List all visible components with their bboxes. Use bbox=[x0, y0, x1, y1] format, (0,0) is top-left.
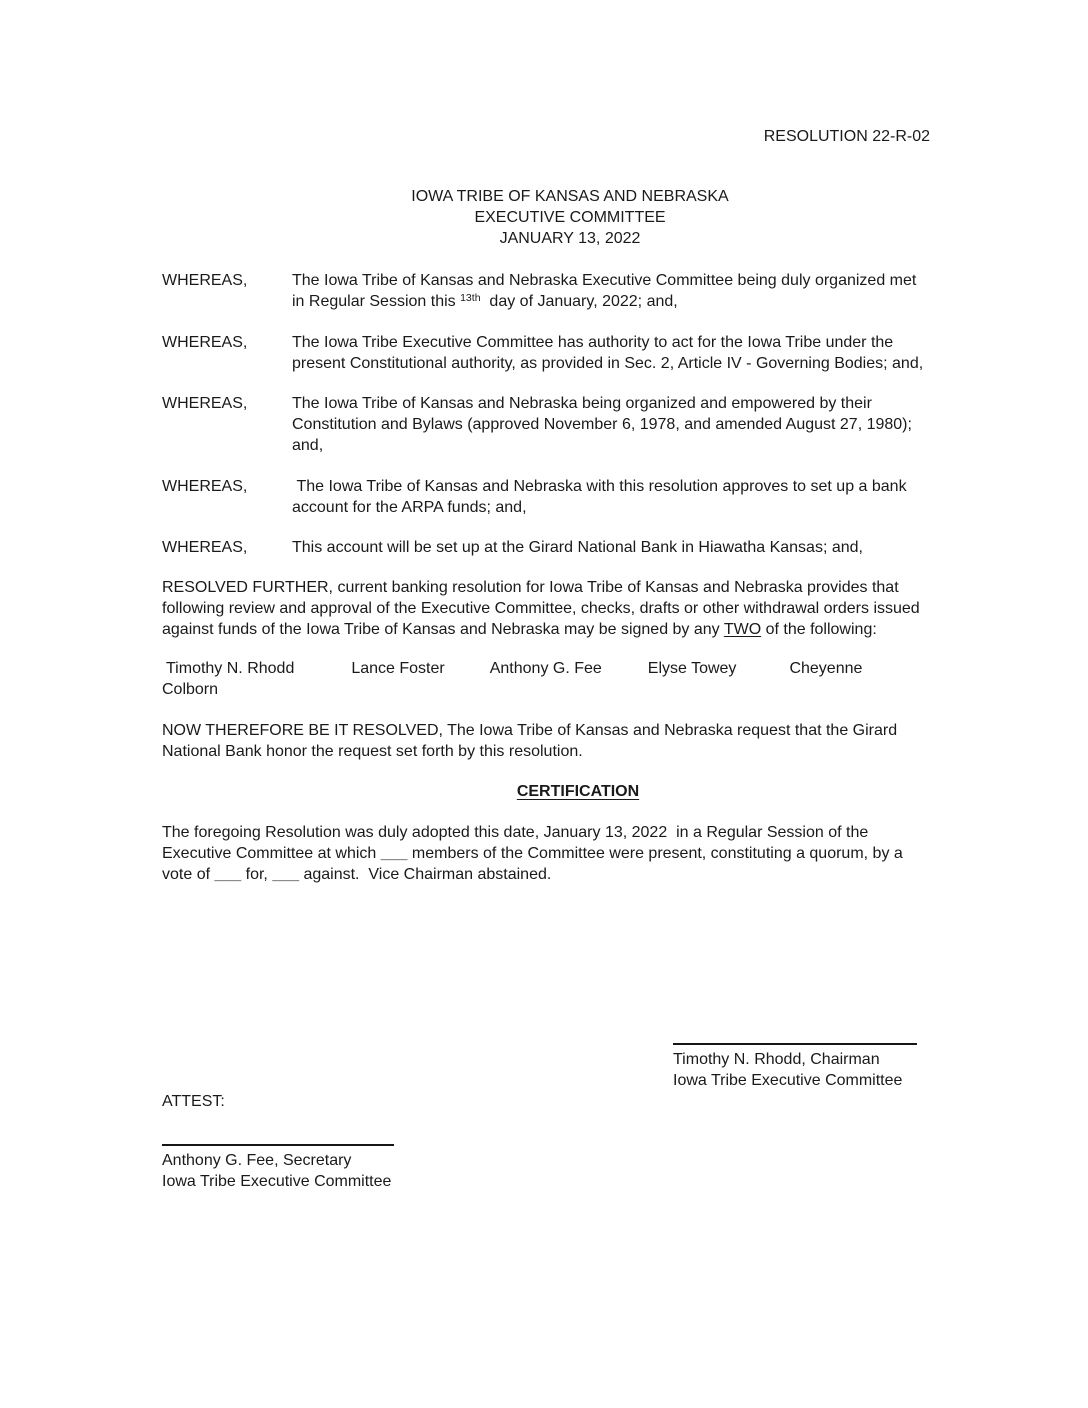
resolved-further-text-cont: of the following: bbox=[761, 621, 877, 638]
signer-name: Cheyenne bbox=[789, 660, 863, 677]
superscript-13th: 13th bbox=[460, 292, 481, 304]
whereas-body: This account will be set up at the Girard National Bank in Hiawatha Kansas; and, bbox=[292, 539, 863, 556]
secretary-org: Iowa Tribe Executive Committee bbox=[162, 1173, 392, 1190]
document-content bbox=[162, 0, 930, 1192]
chairman-signature-block bbox=[673, 1043, 917, 1091]
votes-for-blank: ___ bbox=[214, 866, 242, 883]
underlined-two: TWO bbox=[723, 621, 762, 638]
chairman-org: Iowa Tribe Executive Committee bbox=[673, 1072, 903, 1089]
whereas-label: WHEREAS, bbox=[162, 334, 248, 351]
whereas-clause-5 bbox=[162, 537, 930, 558]
whereas-label: WHEREAS, bbox=[162, 395, 248, 412]
document-heading bbox=[162, 186, 930, 249]
whereas-body bbox=[292, 270, 930, 314]
certification-text: members of the Committee were present, constituting a quorum, by a vote of bbox=[162, 845, 908, 883]
resolved-further-paragraph bbox=[162, 577, 930, 640]
heading-date: JANUARY 13, 2022 bbox=[499, 230, 641, 247]
whereas-body: The Iowa Tribe of Kansas and Nebraska with this resolution approves to set up a bank account for the ARPA funds; and, bbox=[292, 478, 912, 516]
whereas-clause-4 bbox=[162, 476, 930, 518]
authorized-signers bbox=[162, 658, 930, 700]
whereas-body: The Iowa Tribe of Kansas and Nebraska being organized and empowered by their Constitution and Bylaws (approved November 6, 1978, and amended August 27, 1980); and, bbox=[292, 395, 917, 454]
secretary-name-title: Anthony G. Fee, Secretary bbox=[162, 1152, 352, 1169]
heading-committee: EXECUTIVE COMMITTEE bbox=[474, 209, 666, 226]
whereas-clause-3 bbox=[162, 393, 930, 456]
whereas-body: The Iowa Tribe Executive Committee has authority to act for the Iowa Tribe under the present Constitutional authority, as provided in Sec. 2, Article IV - Governing Bodies; and, bbox=[292, 334, 924, 372]
chairman-name-title: Timothy N. Rhodd, Chairman bbox=[673, 1051, 880, 1068]
whereas-1-text-cont: day of January, 2022; and, bbox=[480, 293, 678, 310]
votes-against-blank: ___ bbox=[272, 866, 300, 883]
now-therefore-paragraph: NOW THEREFORE BE IT RESOLVED, The Iowa Tribe of Kansas and Nebraska request that the Girard National Bank honor the request set forth by this resolution. bbox=[162, 722, 902, 760]
signers-line-1 bbox=[162, 658, 930, 679]
secretary-signature-block bbox=[162, 1144, 394, 1192]
signer-name: Timothy N. Rhodd bbox=[166, 660, 295, 677]
whereas-label: WHEREAS, bbox=[162, 478, 248, 495]
certification-text: against. Vice Chairman abstained. bbox=[299, 866, 552, 883]
resolved-further-text: RESOLVED FURTHER, current banking resolution for Iowa Tribe of Kansas and Nebraska provides that following review and approval of the Executive Committee, checks, drafts or other withdrawal orders issued against funds of the Iowa Tribe of Kansas and Nebraska may be signed by any bbox=[162, 579, 925, 638]
certification-text: for, bbox=[241, 866, 273, 883]
whereas-1-text: The Iowa Tribe of Kansas and Nebraska Executive Committee being duly organized met in Regular Session this bbox=[292, 272, 921, 310]
signer-name: Anthony G. Fee bbox=[489, 660, 602, 677]
whereas-clause-1 bbox=[162, 270, 930, 314]
heading-org-name: IOWA TRIBE OF KANSAS AND NEBRASKA bbox=[411, 188, 729, 205]
secretary-signature-line bbox=[162, 1144, 394, 1146]
certification-heading bbox=[162, 781, 930, 802]
members-present-blank: ___ bbox=[380, 845, 408, 862]
signers-line-2: Colborn bbox=[162, 681, 219, 698]
whereas-label: WHEREAS, bbox=[162, 539, 248, 556]
signer-name: Elyse Towey bbox=[647, 660, 737, 677]
resolution-number: RESOLUTION 22-R-02 bbox=[763, 128, 930, 145]
signer-name: Lance Foster bbox=[351, 660, 445, 677]
certification-text: The foregoing Resolution was duly adopted this date, January 13, 2022 in a Regular Session of the Executive Committee at which bbox=[162, 824, 873, 862]
whereas-label: WHEREAS, bbox=[162, 272, 248, 289]
chairman-signature-line bbox=[673, 1043, 917, 1045]
certification-paragraph bbox=[162, 822, 930, 885]
whereas-clause-2 bbox=[162, 332, 930, 374]
attest-label: ATTEST: bbox=[162, 1093, 225, 1110]
certification-heading-text: CERTIFICATION bbox=[516, 783, 640, 800]
